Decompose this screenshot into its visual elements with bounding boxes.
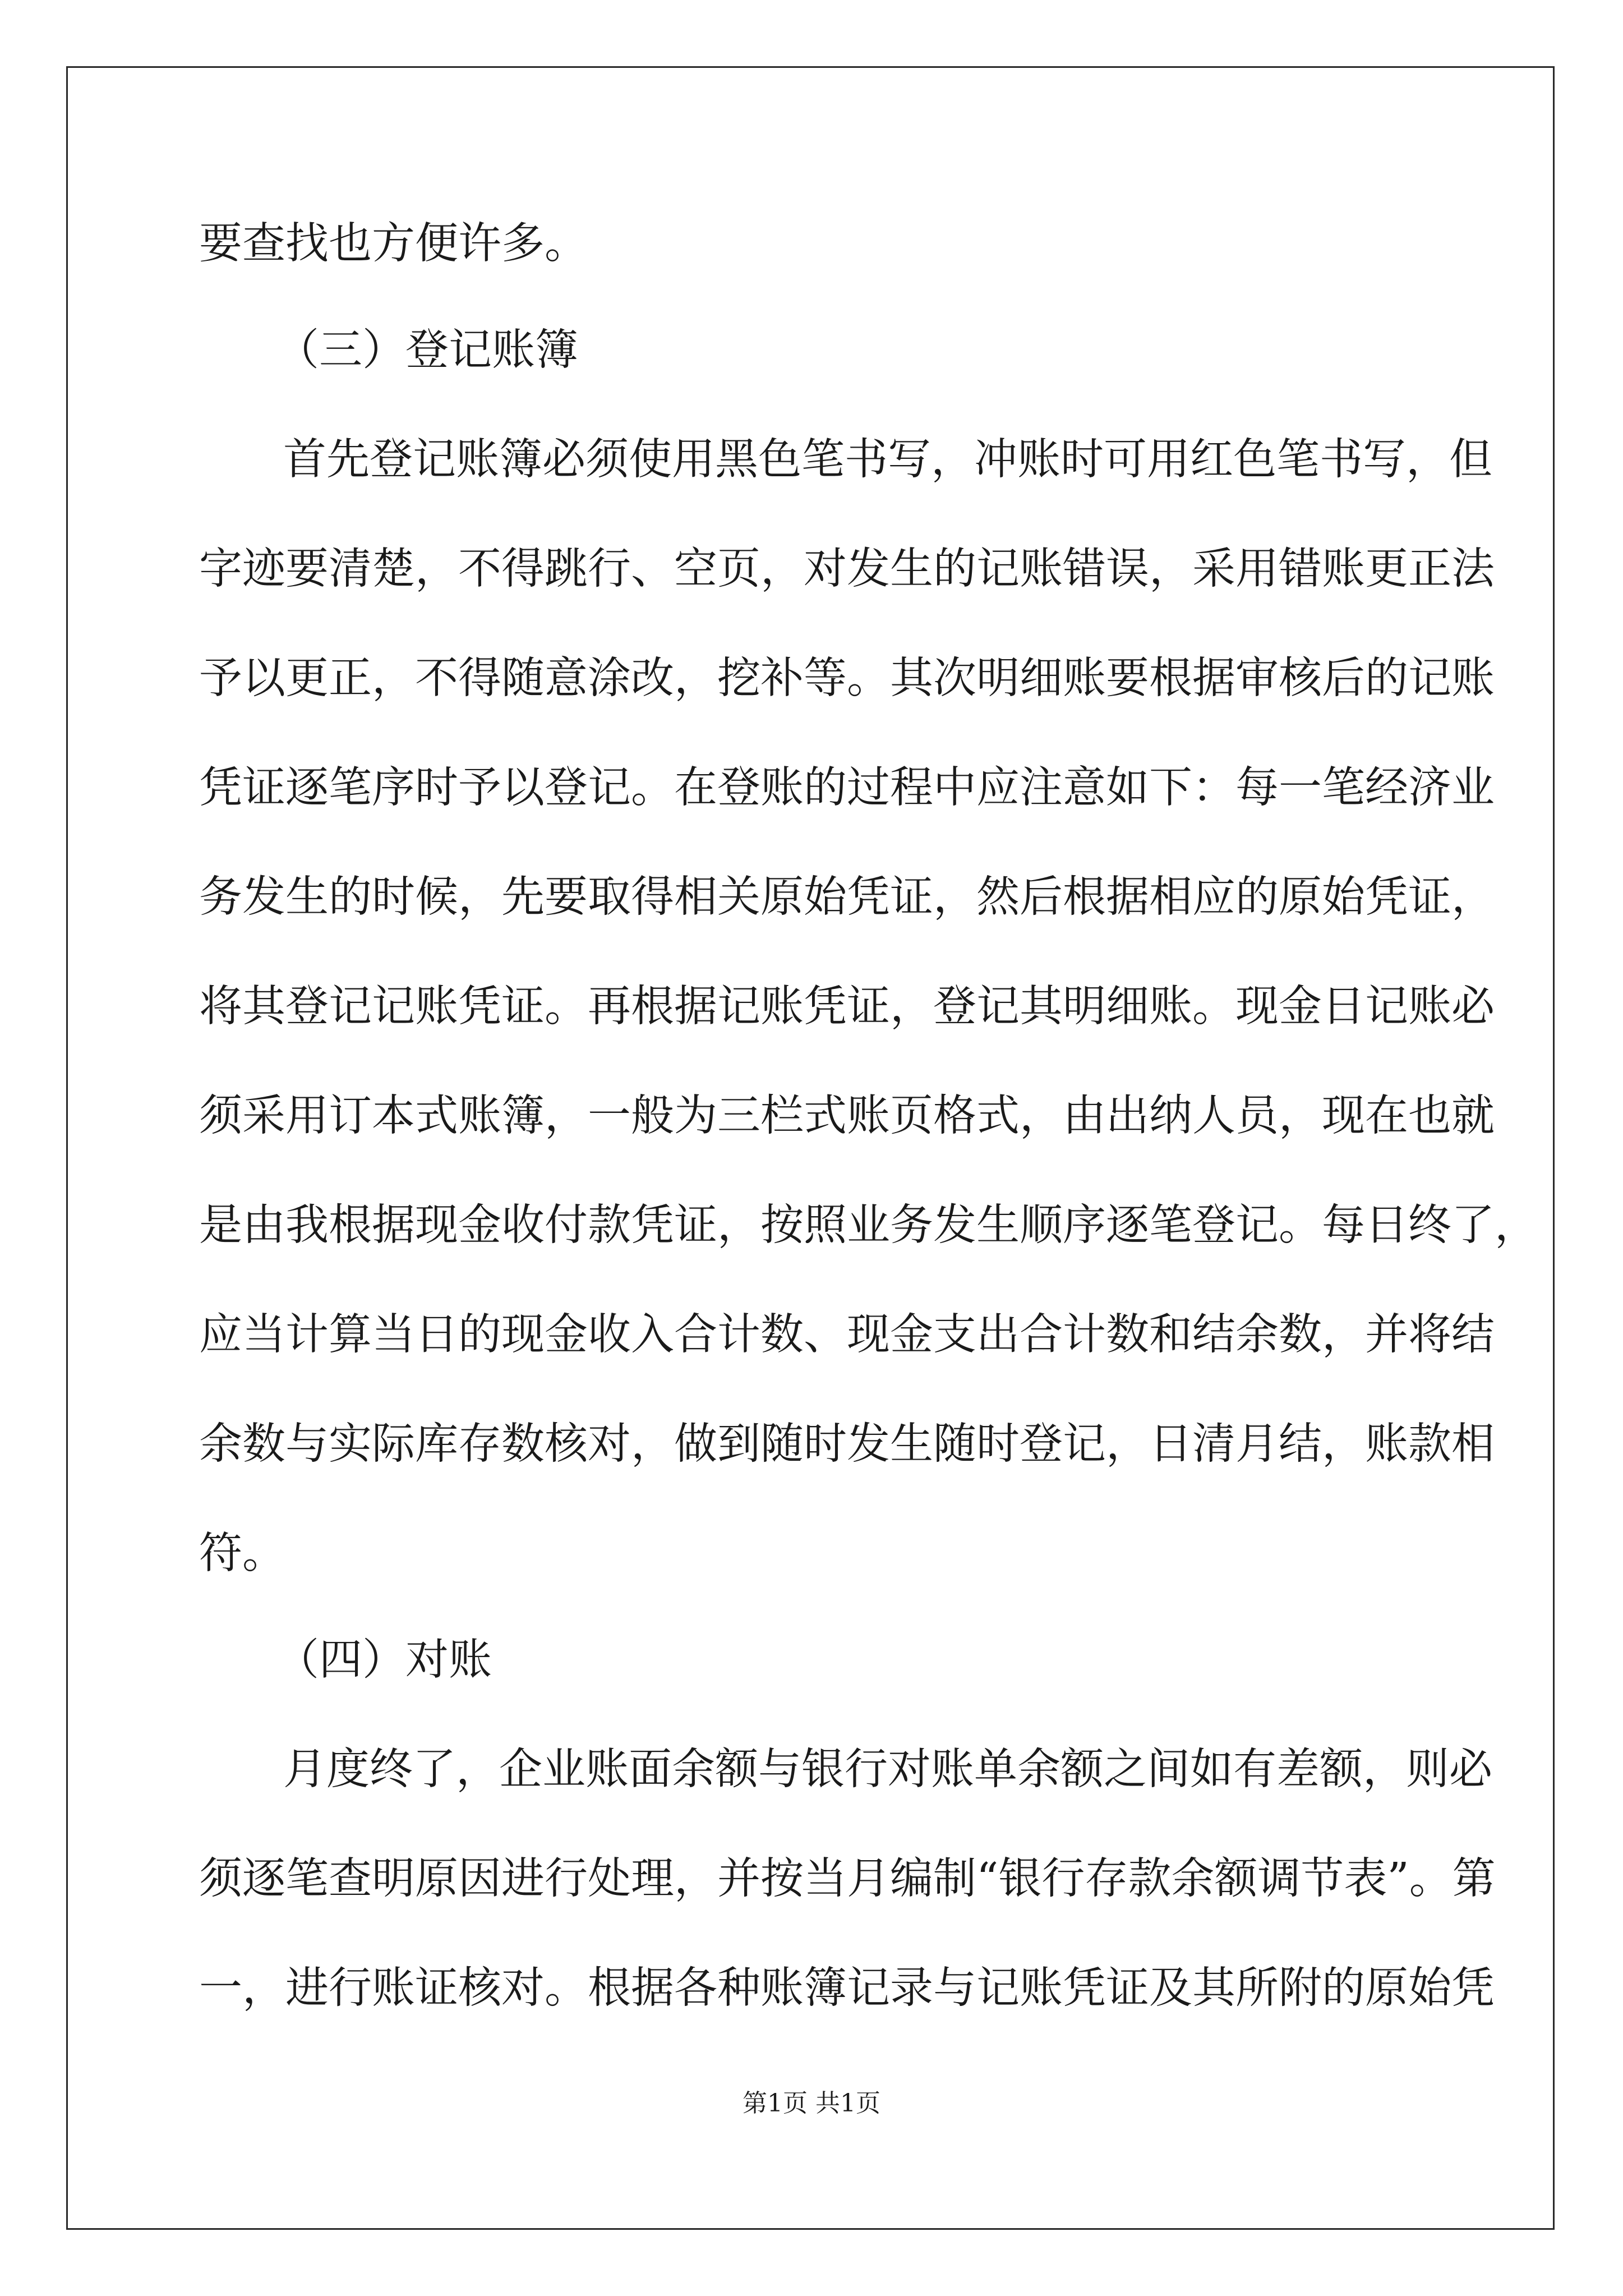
- text-line-8: 将其登记记账凭证。再根据记账凭证，登记其明细账。现金日记账必: [199, 982, 1495, 1032]
- text-line-4: 字迹要清楚，不得跳行、空页，对发生的记账错误，采用错账更正法: [199, 544, 1495, 594]
- text-line-9: 须采用订本式账簿，一般为三栏式账页格式，由出纳人员，现在也就: [199, 1091, 1495, 1141]
- text-line-7: 务发生的时候，先要取得相关原始凭证，然后根据相应的原始凭证，: [199, 872, 1495, 922]
- section-heading-3: （三）登记账簿: [276, 325, 578, 375]
- text-line-13: 符。: [199, 1529, 285, 1579]
- text-line-10: 是由我根据现金收付款凭证，按照业务发生顺序逐笔登记。每日终了，: [199, 1200, 1538, 1250]
- text-line-5: 予以更正，不得随意涂改，挖补等。其次明细账要根据审核后的记账: [199, 654, 1495, 703]
- text-line-17: 一，进行账证核对。根据各种账簿记录与记账凭证及其所附的原始凭: [199, 1963, 1495, 2013]
- section-heading-4: （四）对账: [276, 1635, 492, 1685]
- text-line-12: 余数与实际库存数核对，做到随时发生随时登记，日清月结，账款相: [199, 1419, 1495, 1469]
- text-line-15: 月度终了，企业账面余额与银行对账单余额之间如有差额，则必: [283, 1745, 1492, 1795]
- text-line-11: 应当计算当日的现金收入合计数、现金支出合计数和结余数，并将结: [199, 1310, 1495, 1360]
- text-line-6: 凭证逐笔序时予以登记。在登账的过程中应注意如下：每一笔经济业: [199, 763, 1495, 813]
- text-line-16: 须逐笔查明原因进行处理，并按当月编制“银行存款余额调节表”。第: [199, 1854, 1496, 1904]
- page-number-footer: 第1页 共1页: [743, 2089, 880, 2118]
- text-line-3: 首先登记账簿必须使用黑色笔书写，冲账时可用红色笔书写，但: [283, 435, 1492, 485]
- text-line-1: 要查找也方便许多。: [199, 219, 588, 269]
